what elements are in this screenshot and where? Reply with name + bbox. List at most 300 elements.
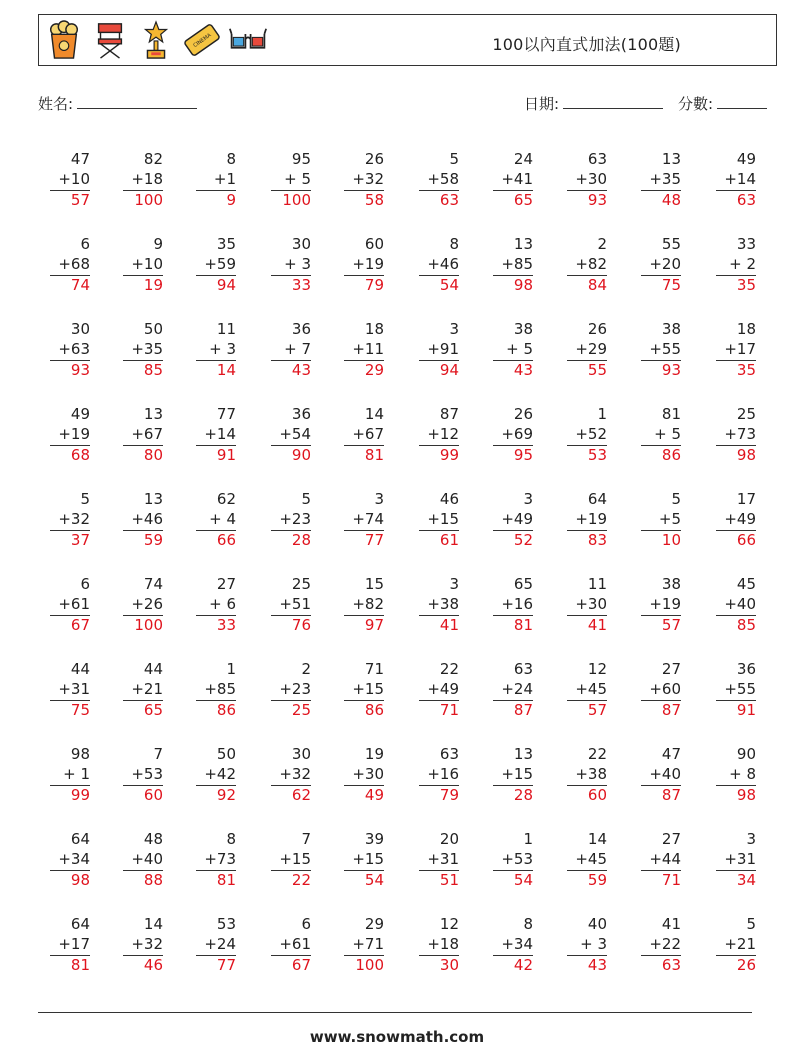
second-addend: +32 bbox=[58, 509, 90, 528]
problem bbox=[123, 660, 163, 719]
first-addend: 47 bbox=[70, 150, 90, 168]
first-addend: 55 bbox=[661, 235, 681, 253]
second-addend: +42 bbox=[204, 764, 236, 783]
answer: 85 bbox=[716, 615, 756, 634]
second-addend: +58 bbox=[427, 169, 459, 188]
problem bbox=[419, 660, 459, 719]
first-addend: 9 bbox=[153, 235, 163, 253]
second-addend: +61 bbox=[58, 594, 90, 613]
second-addend: +85 bbox=[501, 254, 533, 273]
first-addend: 95 bbox=[291, 150, 311, 168]
director-chair-icon bbox=[91, 20, 129, 60]
first-addend: 63 bbox=[587, 150, 607, 168]
first-addend: 62 bbox=[216, 490, 236, 508]
first-addend: 17 bbox=[736, 490, 756, 508]
second-addend: +19 bbox=[352, 254, 384, 273]
first-addend: 36 bbox=[291, 320, 311, 338]
second-addend: +11 bbox=[352, 339, 384, 358]
answer: 88 bbox=[123, 870, 163, 889]
score-field[interactable] bbox=[678, 93, 767, 114]
second-addend: +40 bbox=[131, 849, 163, 868]
second-addend: +31 bbox=[58, 679, 90, 698]
answer: 42 bbox=[493, 955, 533, 974]
problem bbox=[196, 745, 236, 804]
problem bbox=[196, 660, 236, 719]
answer: 87 bbox=[493, 700, 533, 719]
problem bbox=[271, 915, 311, 974]
problem bbox=[271, 490, 311, 549]
problem bbox=[716, 405, 756, 464]
second-addend: +82 bbox=[575, 254, 607, 273]
problem bbox=[493, 575, 533, 634]
first-addend: 1 bbox=[226, 660, 236, 678]
answer: 77 bbox=[196, 955, 236, 974]
first-addend: 41 bbox=[661, 915, 681, 933]
answer: 30 bbox=[419, 955, 459, 974]
first-addend: 13 bbox=[143, 490, 163, 508]
answer: 74 bbox=[50, 275, 90, 294]
first-addend: 6 bbox=[301, 915, 311, 933]
second-addend: +17 bbox=[724, 339, 756, 358]
first-addend: 11 bbox=[216, 320, 236, 338]
answer: 100 bbox=[344, 955, 384, 974]
problem bbox=[567, 745, 607, 804]
problem bbox=[196, 830, 236, 889]
second-addend: + 3 bbox=[580, 934, 607, 953]
second-addend: +52 bbox=[575, 424, 607, 443]
answer: 91 bbox=[196, 445, 236, 464]
answer: 97 bbox=[344, 615, 384, 634]
first-addend: 49 bbox=[70, 405, 90, 423]
answer: 94 bbox=[419, 360, 459, 379]
first-addend: 47 bbox=[661, 745, 681, 763]
first-addend: 50 bbox=[143, 320, 163, 338]
problem bbox=[419, 320, 459, 379]
second-addend: +53 bbox=[501, 849, 533, 868]
answer: 100 bbox=[271, 190, 311, 209]
problem bbox=[123, 575, 163, 634]
answer: 85 bbox=[123, 360, 163, 379]
problem bbox=[641, 490, 681, 549]
problem bbox=[493, 405, 533, 464]
second-addend: +19 bbox=[649, 594, 681, 613]
second-addend: +68 bbox=[58, 254, 90, 273]
first-addend: 3 bbox=[746, 830, 756, 848]
problem bbox=[50, 745, 90, 804]
problem bbox=[716, 745, 756, 804]
second-addend: + 8 bbox=[729, 764, 756, 783]
second-addend: +23 bbox=[279, 679, 311, 698]
second-addend: +26 bbox=[131, 594, 163, 613]
problem bbox=[196, 150, 236, 209]
first-addend: 64 bbox=[70, 915, 90, 933]
answer: 10 bbox=[641, 530, 681, 549]
first-addend: 5 bbox=[671, 490, 681, 508]
second-addend: +23 bbox=[279, 509, 311, 528]
first-addend: 7 bbox=[301, 830, 311, 848]
first-addend: 63 bbox=[513, 660, 533, 678]
first-addend: 33 bbox=[736, 235, 756, 253]
problem bbox=[196, 490, 236, 549]
answer: 63 bbox=[716, 190, 756, 209]
problem bbox=[716, 150, 756, 209]
answer: 57 bbox=[50, 190, 90, 209]
problem bbox=[641, 660, 681, 719]
answer: 98 bbox=[493, 275, 533, 294]
first-addend: 8 bbox=[449, 235, 459, 253]
first-addend: 35 bbox=[216, 235, 236, 253]
answer: 58 bbox=[344, 190, 384, 209]
answer: 95 bbox=[493, 445, 533, 464]
second-addend: +49 bbox=[427, 679, 459, 698]
first-addend: 38 bbox=[661, 320, 681, 338]
second-addend: +19 bbox=[575, 509, 607, 528]
second-addend: + 5 bbox=[654, 424, 681, 443]
name-blank[interactable] bbox=[77, 95, 197, 109]
second-addend: +17 bbox=[58, 934, 90, 953]
first-addend: 27 bbox=[661, 660, 681, 678]
second-addend: +31 bbox=[724, 849, 756, 868]
problem bbox=[271, 405, 311, 464]
answer: 14 bbox=[196, 360, 236, 379]
answer: 60 bbox=[567, 785, 607, 804]
second-addend: +24 bbox=[204, 934, 236, 953]
problem bbox=[50, 915, 90, 974]
first-addend: 18 bbox=[364, 320, 384, 338]
answer: 76 bbox=[271, 615, 311, 634]
date-field[interactable] bbox=[524, 93, 663, 114]
3d-glasses-icon bbox=[229, 20, 267, 60]
first-addend: 19 bbox=[364, 745, 384, 763]
name-field[interactable] bbox=[38, 93, 197, 114]
answer: 26 bbox=[716, 955, 756, 974]
problem bbox=[567, 320, 607, 379]
first-addend: 50 bbox=[216, 745, 236, 763]
first-addend: 15 bbox=[364, 575, 384, 593]
first-addend: 5 bbox=[301, 490, 311, 508]
problem bbox=[271, 235, 311, 294]
first-addend: 2 bbox=[597, 235, 607, 253]
second-addend: +54 bbox=[279, 424, 311, 443]
answer: 83 bbox=[567, 530, 607, 549]
answer: 71 bbox=[419, 700, 459, 719]
problem bbox=[123, 150, 163, 209]
problem bbox=[196, 235, 236, 294]
first-addend: 40 bbox=[587, 915, 607, 933]
answer: 52 bbox=[493, 530, 533, 549]
second-addend: +60 bbox=[649, 679, 681, 698]
problem bbox=[567, 830, 607, 889]
answer: 93 bbox=[50, 360, 90, 379]
problem bbox=[567, 915, 607, 974]
first-addend: 81 bbox=[661, 405, 681, 423]
problem bbox=[716, 320, 756, 379]
answer: 81 bbox=[493, 615, 533, 634]
second-addend: +16 bbox=[501, 594, 533, 613]
answer: 80 bbox=[123, 445, 163, 464]
answer: 54 bbox=[419, 275, 459, 294]
second-addend: +73 bbox=[204, 849, 236, 868]
answer: 29 bbox=[344, 360, 384, 379]
problem bbox=[344, 830, 384, 889]
answer: 90 bbox=[271, 445, 311, 464]
problem bbox=[641, 405, 681, 464]
answer: 51 bbox=[419, 870, 459, 889]
first-addend: 64 bbox=[70, 830, 90, 848]
second-addend: +10 bbox=[131, 254, 163, 273]
second-addend: +21 bbox=[131, 679, 163, 698]
problem bbox=[716, 830, 756, 889]
first-addend: 22 bbox=[587, 745, 607, 763]
answer: 81 bbox=[50, 955, 90, 974]
problem bbox=[344, 150, 384, 209]
problem bbox=[641, 150, 681, 209]
answer: 28 bbox=[493, 785, 533, 804]
answer: 91 bbox=[716, 700, 756, 719]
second-addend: + 7 bbox=[284, 339, 311, 358]
second-addend: +55 bbox=[649, 339, 681, 358]
problem bbox=[344, 575, 384, 634]
answer: 53 bbox=[567, 445, 607, 464]
problem bbox=[344, 915, 384, 974]
first-addend: 25 bbox=[736, 405, 756, 423]
problem bbox=[493, 235, 533, 294]
second-addend: +21 bbox=[724, 934, 756, 953]
problem bbox=[344, 745, 384, 804]
second-addend: + 3 bbox=[209, 339, 236, 358]
answer: 67 bbox=[50, 615, 90, 634]
problem bbox=[493, 490, 533, 549]
answer: 79 bbox=[344, 275, 384, 294]
first-addend: 98 bbox=[70, 745, 90, 763]
second-addend: + 5 bbox=[284, 169, 311, 188]
first-addend: 38 bbox=[513, 320, 533, 338]
first-addend: 39 bbox=[364, 830, 384, 848]
second-addend: +34 bbox=[501, 934, 533, 953]
first-addend: 2 bbox=[301, 660, 311, 678]
problem bbox=[641, 830, 681, 889]
second-addend: +40 bbox=[724, 594, 756, 613]
answer: 75 bbox=[641, 275, 681, 294]
problem bbox=[493, 320, 533, 379]
answer: 25 bbox=[271, 700, 311, 719]
answer: 99 bbox=[419, 445, 459, 464]
answer: 60 bbox=[123, 785, 163, 804]
answer: 35 bbox=[716, 275, 756, 294]
second-addend: +14 bbox=[724, 169, 756, 188]
first-addend: 26 bbox=[364, 150, 384, 168]
problem bbox=[419, 490, 459, 549]
first-addend: 64 bbox=[587, 490, 607, 508]
header-icons bbox=[45, 18, 267, 62]
second-addend: +49 bbox=[724, 509, 756, 528]
answer: 100 bbox=[123, 190, 163, 209]
first-addend: 46 bbox=[439, 490, 459, 508]
first-addend: 49 bbox=[736, 150, 756, 168]
answer: 62 bbox=[271, 785, 311, 804]
first-addend: 5 bbox=[449, 150, 459, 168]
second-addend: +38 bbox=[427, 594, 459, 613]
answer: 43 bbox=[493, 360, 533, 379]
second-addend: +35 bbox=[131, 339, 163, 358]
second-addend: +22 bbox=[649, 934, 681, 953]
second-addend: +16 bbox=[427, 764, 459, 783]
answer: 93 bbox=[641, 360, 681, 379]
score-label: 分數: bbox=[678, 95, 714, 113]
problem bbox=[419, 235, 459, 294]
second-addend: +71 bbox=[352, 934, 384, 953]
problem bbox=[344, 490, 384, 549]
answer: 22 bbox=[271, 870, 311, 889]
first-addend: 18 bbox=[736, 320, 756, 338]
first-addend: 1 bbox=[597, 405, 607, 423]
first-addend: 7 bbox=[153, 745, 163, 763]
score-blank[interactable] bbox=[717, 95, 767, 109]
second-addend: +46 bbox=[131, 509, 163, 528]
answer: 86 bbox=[641, 445, 681, 464]
answer: 33 bbox=[271, 275, 311, 294]
second-addend: +18 bbox=[427, 934, 459, 953]
first-addend: 82 bbox=[143, 150, 163, 168]
first-addend: 48 bbox=[143, 830, 163, 848]
problem bbox=[716, 575, 756, 634]
problem bbox=[716, 490, 756, 549]
second-addend: +34 bbox=[58, 849, 90, 868]
problem bbox=[567, 150, 607, 209]
first-addend: 5 bbox=[80, 490, 90, 508]
second-addend: +10 bbox=[58, 169, 90, 188]
first-addend: 30 bbox=[70, 320, 90, 338]
problem bbox=[641, 745, 681, 804]
second-addend: +61 bbox=[279, 934, 311, 953]
problem bbox=[419, 150, 459, 209]
problem bbox=[50, 150, 90, 209]
first-addend: 27 bbox=[661, 830, 681, 848]
first-addend: 14 bbox=[364, 405, 384, 423]
problem bbox=[271, 745, 311, 804]
second-addend: +85 bbox=[204, 679, 236, 698]
second-addend: +63 bbox=[58, 339, 90, 358]
second-addend: +46 bbox=[427, 254, 459, 273]
answer: 66 bbox=[716, 530, 756, 549]
answer: 37 bbox=[50, 530, 90, 549]
date-label: 日期: bbox=[524, 95, 560, 113]
problem bbox=[196, 575, 236, 634]
answer: 71 bbox=[641, 870, 681, 889]
second-addend: + 3 bbox=[284, 254, 311, 273]
first-addend: 45 bbox=[736, 575, 756, 593]
first-addend: 44 bbox=[143, 660, 163, 678]
problem bbox=[50, 235, 90, 294]
answer: 41 bbox=[567, 615, 607, 634]
first-addend: 27 bbox=[216, 575, 236, 593]
answer: 84 bbox=[567, 275, 607, 294]
second-addend: +74 bbox=[352, 509, 384, 528]
answer: 19 bbox=[123, 275, 163, 294]
cinema-ticket-icon bbox=[183, 20, 221, 60]
problem bbox=[123, 320, 163, 379]
date-blank[interactable] bbox=[563, 95, 663, 109]
answer: 98 bbox=[716, 445, 756, 464]
answer: 63 bbox=[641, 955, 681, 974]
second-addend: +15 bbox=[352, 679, 384, 698]
answer: 79 bbox=[419, 785, 459, 804]
problem bbox=[567, 490, 607, 549]
answer: 98 bbox=[50, 870, 90, 889]
second-addend: +45 bbox=[575, 849, 607, 868]
first-addend: 36 bbox=[736, 660, 756, 678]
answer: 33 bbox=[196, 615, 236, 634]
answer: 65 bbox=[493, 190, 533, 209]
second-addend: +59 bbox=[204, 254, 236, 273]
first-addend: 13 bbox=[513, 235, 533, 253]
second-addend: + 5 bbox=[506, 339, 533, 358]
problem bbox=[716, 915, 756, 974]
answer: 66 bbox=[196, 530, 236, 549]
answer: 87 bbox=[641, 785, 681, 804]
problem bbox=[271, 320, 311, 379]
second-addend: +30 bbox=[352, 764, 384, 783]
problem bbox=[419, 830, 459, 889]
second-addend: +40 bbox=[649, 764, 681, 783]
problem bbox=[419, 915, 459, 974]
popcorn-icon bbox=[45, 20, 83, 60]
problem bbox=[123, 490, 163, 549]
answer: 94 bbox=[196, 275, 236, 294]
problem bbox=[641, 575, 681, 634]
problem bbox=[567, 575, 607, 634]
problem bbox=[493, 660, 533, 719]
footer-site: www.snowmath.com bbox=[309, 1028, 485, 1046]
second-addend: +45 bbox=[575, 679, 607, 698]
second-addend: +12 bbox=[427, 424, 459, 443]
first-addend: 20 bbox=[439, 830, 459, 848]
second-addend: +19 bbox=[58, 424, 90, 443]
first-addend: 12 bbox=[439, 915, 459, 933]
second-addend: +91 bbox=[427, 339, 459, 358]
problem bbox=[493, 150, 533, 209]
first-addend: 38 bbox=[661, 575, 681, 593]
answer: 63 bbox=[419, 190, 459, 209]
problem bbox=[567, 235, 607, 294]
second-addend: +69 bbox=[501, 424, 533, 443]
second-addend: + 4 bbox=[209, 509, 236, 528]
second-addend: +32 bbox=[352, 169, 384, 188]
answer: 61 bbox=[419, 530, 459, 549]
answer: 28 bbox=[271, 530, 311, 549]
answer: 77 bbox=[344, 530, 384, 549]
problem bbox=[196, 405, 236, 464]
footer-rule bbox=[38, 1012, 752, 1013]
problem bbox=[493, 915, 533, 974]
first-addend: 30 bbox=[291, 745, 311, 763]
second-addend: +32 bbox=[131, 934, 163, 953]
second-addend: +30 bbox=[575, 594, 607, 613]
first-addend: 87 bbox=[439, 405, 459, 423]
problem bbox=[123, 235, 163, 294]
worksheet-title: 100以內直式加法(100題) bbox=[492, 35, 681, 54]
answer: 65 bbox=[123, 700, 163, 719]
problem bbox=[716, 660, 756, 719]
second-addend: +15 bbox=[427, 509, 459, 528]
answer: 54 bbox=[493, 870, 533, 889]
first-addend: 74 bbox=[143, 575, 163, 593]
second-addend: +38 bbox=[575, 764, 607, 783]
problem bbox=[196, 320, 236, 379]
answer: 48 bbox=[641, 190, 681, 209]
problem bbox=[419, 575, 459, 634]
second-addend: +20 bbox=[649, 254, 681, 273]
